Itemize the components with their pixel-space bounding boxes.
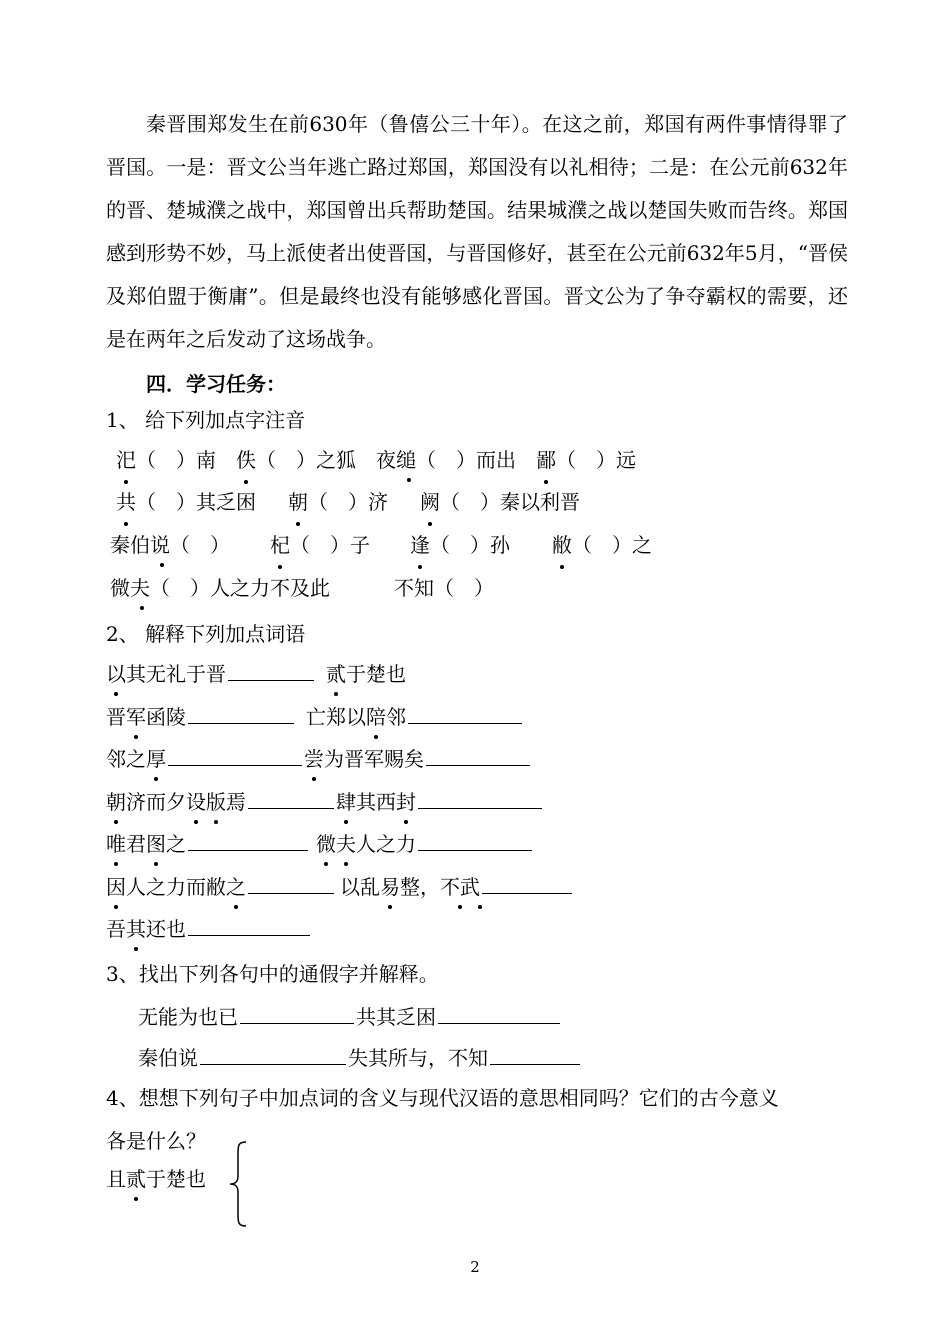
dotted-char: 敝 [552,533,572,557]
answer-blank[interactable] [188,915,310,936]
dotted-char: 逢 [410,533,430,557]
dotted-word: 秦伯说 [110,533,170,557]
answer-blank[interactable] [482,873,572,894]
answer-blank[interactable] [438,1003,560,1024]
task3-row-2: 秦伯说 失其所与，不知 [138,1044,582,1072]
task2-row-4: 朝济而夕设版焉 肆其西封 [106,788,544,816]
intro-paragraph: 秦晋围郑发生在前630年（鲁僖公三十年）。在这之前，郑国有两件事情得罪了晋国。一是：晋文公当年逃亡路过郑国，郑国没有以礼相待；二是：在公元前632年的晋、楚城濮之战中，郑国曾出兵帮助楚国。结果城濮之战以楚国失败而告终。郑国感到形势不妙，马上派使者出使晋国，与晋国修好，甚至在公元前632年5月，“晋侯及郑伯盟于衡庸”。但是最终也没有能够感化晋国。晋文公为了争夺霸权的需要，还是在两年之后发动了这场战争。 [106,112,848,351]
dotted-char: 佚 [236,448,256,472]
answer-blank[interactable] [228,660,314,681]
task1-row-3: 秦伯说 （ ） 杞（ ）子 逢（ ）孙 敝（ ）之 [110,531,652,559]
task1-title: 1、 给下列加点字注音 [106,408,306,432]
dotted-word: 夜缒 [376,448,416,472]
answer-blank[interactable] [188,830,308,851]
task1-row-2: 共（ ）其乏困 朝（ ）济 阙（ ）秦以利晋 [116,490,580,514]
answer-blank[interactable] [426,745,530,766]
answer-blank[interactable] [188,703,294,724]
dotted-char: 共 [116,490,136,514]
dotted-char: 阙 [420,490,440,514]
task2-title: 2、 解释下列加点词语 [106,622,306,646]
task2-row-2: 晋军函陵 亡郑以陪邻 [106,703,524,731]
dotted-char: 朝 [288,490,308,514]
dotted-word: 微夫 [110,576,150,600]
task2-row-7: 吾其还也 [106,915,312,943]
answer-blank[interactable] [490,1044,580,1065]
task4-title-line1: 4、想想下列句子中加点词的含义与现代汉语的意思相同吗？它们的古今意义 [106,1086,779,1110]
task2-row-6: 因人之力而敝之 以乱易整，不武 [106,873,574,901]
task1-row-1: 汜（ ）南 佚（ ）之狐 夜缒 （ ）而出 鄙（ ）远 [116,446,636,474]
answer-blank[interactable] [418,788,542,809]
answer-blank[interactable] [248,873,334,894]
task4-item: 且贰于楚也 [106,1165,206,1193]
task2-row-5: 唯君图之 微夫人之力 [106,830,534,858]
task3-row-1: 无能为也已 共其乏困 [138,1003,562,1031]
dotted-char: 鄙 [536,448,556,472]
answer-blank[interactable] [200,1044,346,1065]
answer-blank[interactable] [240,1003,354,1024]
section-heading: 四．学习任务： [146,372,286,396]
dotted-char: 杞 [270,533,290,557]
dotted-char: 汜 [116,448,136,472]
answer-blank[interactable] [408,703,522,724]
task2-row-1: 以其无礼于晋 贰于楚也 [106,660,406,688]
answer-blank[interactable] [248,788,334,809]
answer-blank[interactable] [168,745,302,766]
curly-brace [228,1140,250,1228]
page-number: 2 [470,1258,480,1276]
task2-row-3: 邻之厚 尝为晋军赐矣 [106,745,532,773]
task4-title-line2: 各是什么？ [106,1129,206,1153]
answer-blank[interactable] [418,830,532,851]
task1-row-4: 微夫 （ ）人之力不及此 不知（ ） [110,574,494,602]
task3-title: 3、找出下列各句中的通假字并解释。 [106,962,439,986]
